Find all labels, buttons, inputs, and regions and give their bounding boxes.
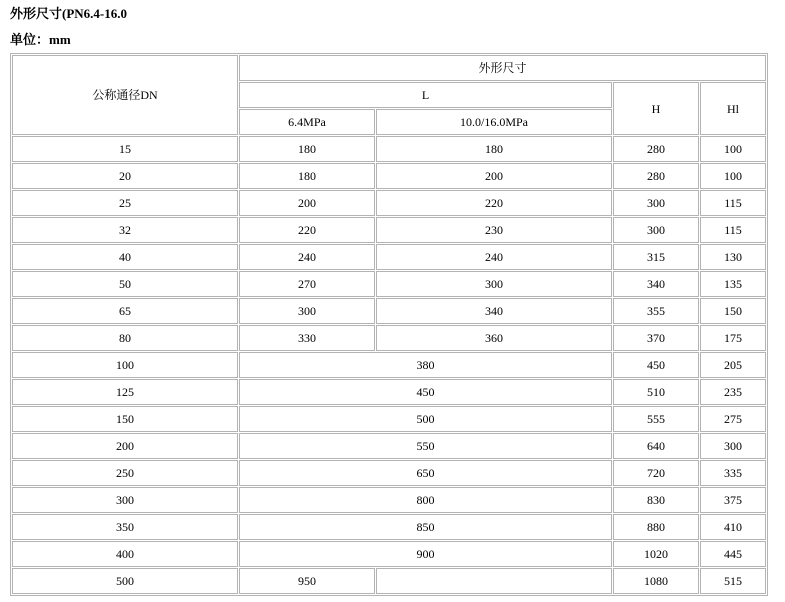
table-row: [12, 460, 766, 486]
cell-h: 640: [613, 433, 699, 459]
cell-dn: 400: [12, 541, 238, 567]
cell-dn: 15: [12, 136, 238, 162]
cell-h: 300: [613, 217, 699, 243]
table-row: [12, 433, 766, 459]
header-h1: Hl: [700, 82, 766, 135]
cell-h1: 375: [700, 487, 766, 513]
cell-l: 500: [239, 406, 612, 432]
header-h: H: [613, 82, 699, 135]
header-row-1: [12, 55, 766, 81]
table-row: [12, 325, 766, 351]
header-l: L: [239, 82, 612, 108]
cell-dn: 100: [12, 352, 238, 378]
cell-dn: 350: [12, 514, 238, 540]
unit-label: 单位：mm: [10, 32, 71, 47]
cell-h1: 335: [700, 460, 766, 486]
cell-h: 315: [613, 244, 699, 270]
cell-dn: 20: [12, 163, 238, 189]
cell-l-low: 300: [239, 298, 375, 324]
cell-dn: 25: [12, 190, 238, 216]
cell-h: 555: [613, 406, 699, 432]
table-row: [12, 541, 766, 567]
cell-l-high: 300: [376, 271, 612, 297]
dimensions-table-body: [12, 55, 766, 594]
cell-h1: 115: [700, 217, 766, 243]
cell-h: 1020: [613, 541, 699, 567]
cell-dn: 125: [12, 379, 238, 405]
cell-dn: 500: [12, 568, 238, 594]
cell-h1: 115: [700, 190, 766, 216]
cell-h: 300: [613, 190, 699, 216]
cell-h: 280: [613, 136, 699, 162]
cell-h1: 205: [700, 352, 766, 378]
cell-h1: 235: [700, 379, 766, 405]
table-row: [12, 514, 766, 540]
table-row: [12, 190, 766, 216]
table-row: [12, 379, 766, 405]
cell-h: 1080: [613, 568, 699, 594]
table-row: [12, 352, 766, 378]
cell-l-high: 360: [376, 325, 612, 351]
table-row: [12, 406, 766, 432]
cell-l: 850: [239, 514, 612, 540]
cell-l-high: 220: [376, 190, 612, 216]
cell-l-low: 270: [239, 271, 375, 297]
cell-l: 450: [239, 379, 612, 405]
cell-h: 370: [613, 325, 699, 351]
cell-h1: 300: [700, 433, 766, 459]
header-l-10-16mpa: 10.0/16.0MPa: [376, 109, 612, 135]
cell-l-high: 240: [376, 244, 612, 270]
cell-h1: 410: [700, 514, 766, 540]
cell-l: 800: [239, 487, 612, 513]
cell-dn: 300: [12, 487, 238, 513]
cell-h1: 275: [700, 406, 766, 432]
cell-h1: 175: [700, 325, 766, 351]
cell-dn: 80: [12, 325, 238, 351]
cell-h1: 135: [700, 271, 766, 297]
cell-l: 900: [239, 541, 612, 567]
table-row: [12, 271, 766, 297]
cell-l-low: 180: [239, 136, 375, 162]
cell-l-high: 200: [376, 163, 612, 189]
cell-l-low: 180: [239, 163, 375, 189]
cell-h1: 150: [700, 298, 766, 324]
table-row: [12, 217, 766, 243]
cell-l-low: 950: [239, 568, 375, 594]
cell-l-high: 180: [376, 136, 612, 162]
cell-h: 280: [613, 163, 699, 189]
cell-dn: 40: [12, 244, 238, 270]
cell-h1: 100: [700, 136, 766, 162]
cell-h: 880: [613, 514, 699, 540]
cell-l: 550: [239, 433, 612, 459]
header-dn: 公称通径DN: [12, 55, 238, 135]
cell-dn: 250: [12, 460, 238, 486]
cell-h: 340: [613, 271, 699, 297]
cell-h: 830: [613, 487, 699, 513]
cell-h1: 445: [700, 541, 766, 567]
cell-l: 380: [239, 352, 612, 378]
table-row: [12, 244, 766, 270]
cell-dn: 50: [12, 271, 238, 297]
cell-l-low: 330: [239, 325, 375, 351]
dimensions-table: [10, 53, 768, 596]
cell-h1: 100: [700, 163, 766, 189]
cell-l-high: [376, 568, 612, 594]
cell-h: 450: [613, 352, 699, 378]
header-l-6-4mpa: 6.4MPa: [239, 109, 375, 135]
cell-h: 510: [613, 379, 699, 405]
cell-h1: 515: [700, 568, 766, 594]
cell-h1: 130: [700, 244, 766, 270]
cell-h: 355: [613, 298, 699, 324]
table-row: [12, 136, 766, 162]
cell-l-low: 220: [239, 217, 375, 243]
cell-l-low: 240: [239, 244, 375, 270]
cell-dn: 150: [12, 406, 238, 432]
cell-h: 720: [613, 460, 699, 486]
cell-l-high: 230: [376, 217, 612, 243]
page-title: 外形尺寸(PN6.4-16.0: [10, 6, 127, 21]
cell-l-high: 340: [376, 298, 612, 324]
cell-dn: 32: [12, 217, 238, 243]
table-row: [12, 487, 766, 513]
cell-l-low: 200: [239, 190, 375, 216]
cell-l: 650: [239, 460, 612, 486]
table-row: [12, 163, 766, 189]
table-row: [12, 568, 766, 594]
header-outline-dimensions: 外形尺寸: [239, 55, 766, 81]
cell-dn: 200: [12, 433, 238, 459]
cell-dn: 65: [12, 298, 238, 324]
table-row: [12, 298, 766, 324]
